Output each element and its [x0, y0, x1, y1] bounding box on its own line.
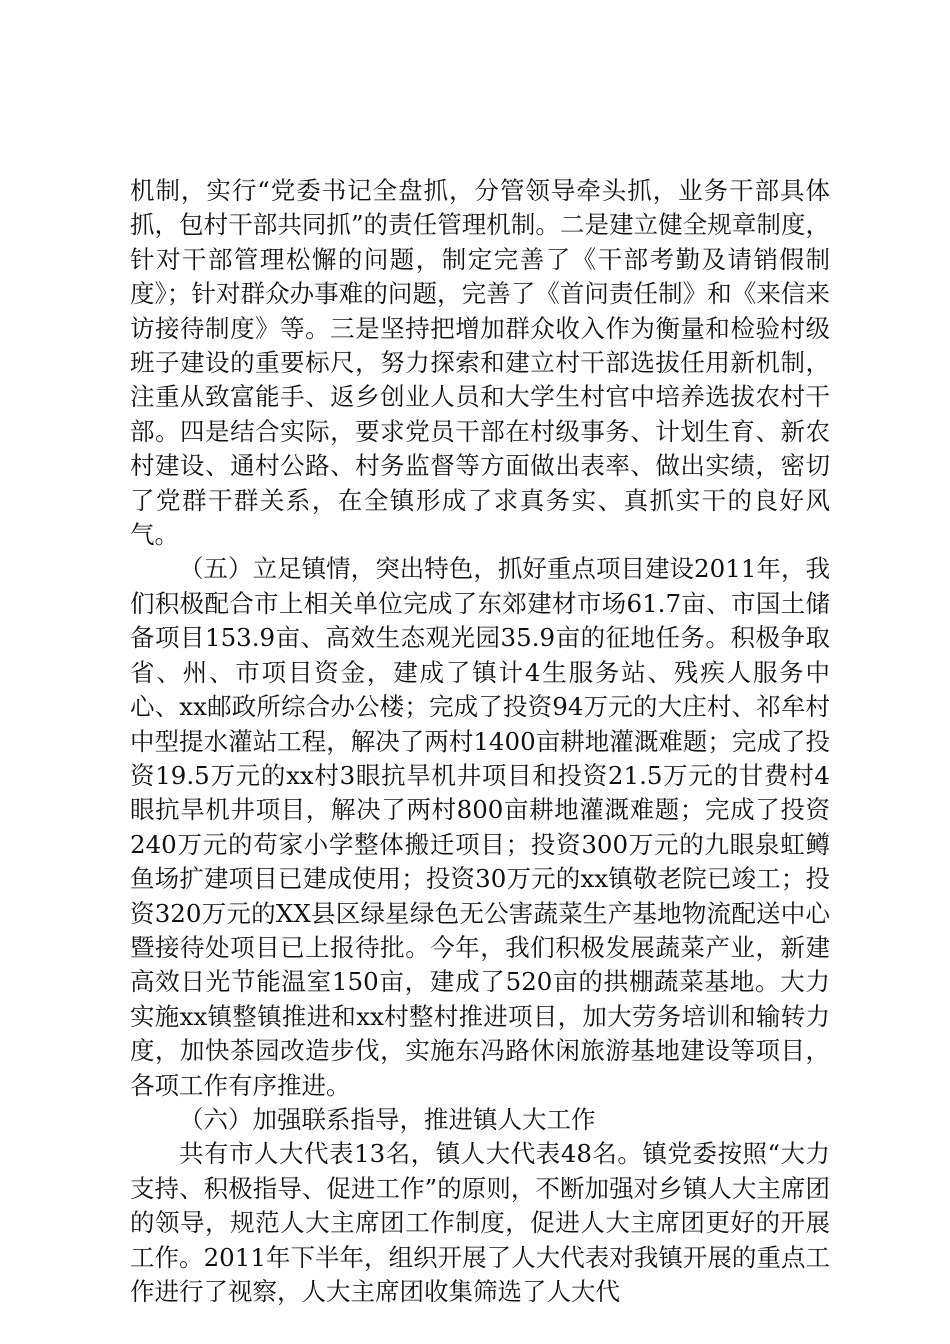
paragraph-responsibility-mechanism: 机制，实行“党委书记全盘抓，分管领导牵头抓，业务干部具体抓，包村干部共同抓”的责任管理机制。二是建立健全规章制度，针对干部管理松懈的问题，制定完善了《干部考勤及请销假制度》；针对群众办事难的问题，完善了《首问责任制》和《来信来访接待制度》等。三是坚持把增加群众收入作为衡量和检验村级班子建设的重要标尺，努力探索和建立村干部选拔任用新机制，注重从致富能手、返乡创业人员和大学生村官中培养选拔农村干部。四是结合实际，要求党员干部在村级事务、计划生育、新农村建设、通村公路、村务监督等方面做出表率、做出实绩，密切了党群干群关系，在全镇形成了求真务实、真抓实干的良好风气。 [130, 176, 830, 550]
paragraph-npc-representatives: 共有市人大代表13名，镇人大代表48名。镇党委按照“大力支持、积极指导、促进工作”的原则，不断加强对乡镇人大主席团的领导，规范人大主席团工作制度，促进人大主席团更好的开展工作。2011年下半年，组织开展了人大代表对我镇开展的重点工作进行了视察，人大主席团收集筛选了人大代 [130, 1139, 830, 1306]
paragraph-key-projects: （五）立足镇情，突出特色，抓好重点项目建设2011年，我们积极配合市上相关单位完成了东郊建材市场61.7亩、市国土储备项目153.9亩、高效生态观光园35.9亩的征地任务。积极争取省、州、市项目资金，建成了镇计4生服务站、残疾人服务中心、xx邮政所综合办公楼；完成了投资94万元的大庄村、祁牟村中型提水灌站工程，解决了两村1400亩耕地灌溉难题；完成了投资19.5万元的xx村3眼抗旱机井项目和投资21.5万元的甘费村4眼抗旱机井项目，解决了两村800亩耕地灌溉难题；完成了投资240万元的苟家小学整体搬迁项目；投资300万元的九眼泉虹鳟鱼场扩建项目已建成使用；投资30万元的xx镇敬老院已竣工；投资320万元的XX县区绿星绿色无公害蔬菜生产基地物流配送中心暨接待处项目已上报待批。今年，我们积极发展蔬菜产业，新建高效日光节能温室150亩，建成了520亩的拱棚蔬菜基地。大力实施xx镇整镇推进和xx村整村推进项目，加大劳务培训和输转力度，加快茶园改造步伐，实施东冯路休闲旅游基地建设等项目，各项工作有序推进。 [130, 554, 830, 1100]
section-heading-npc-work: （六）加强联系指导，推进镇人大工作 [179, 1104, 596, 1134]
document-page [130, 174, 830, 1309]
